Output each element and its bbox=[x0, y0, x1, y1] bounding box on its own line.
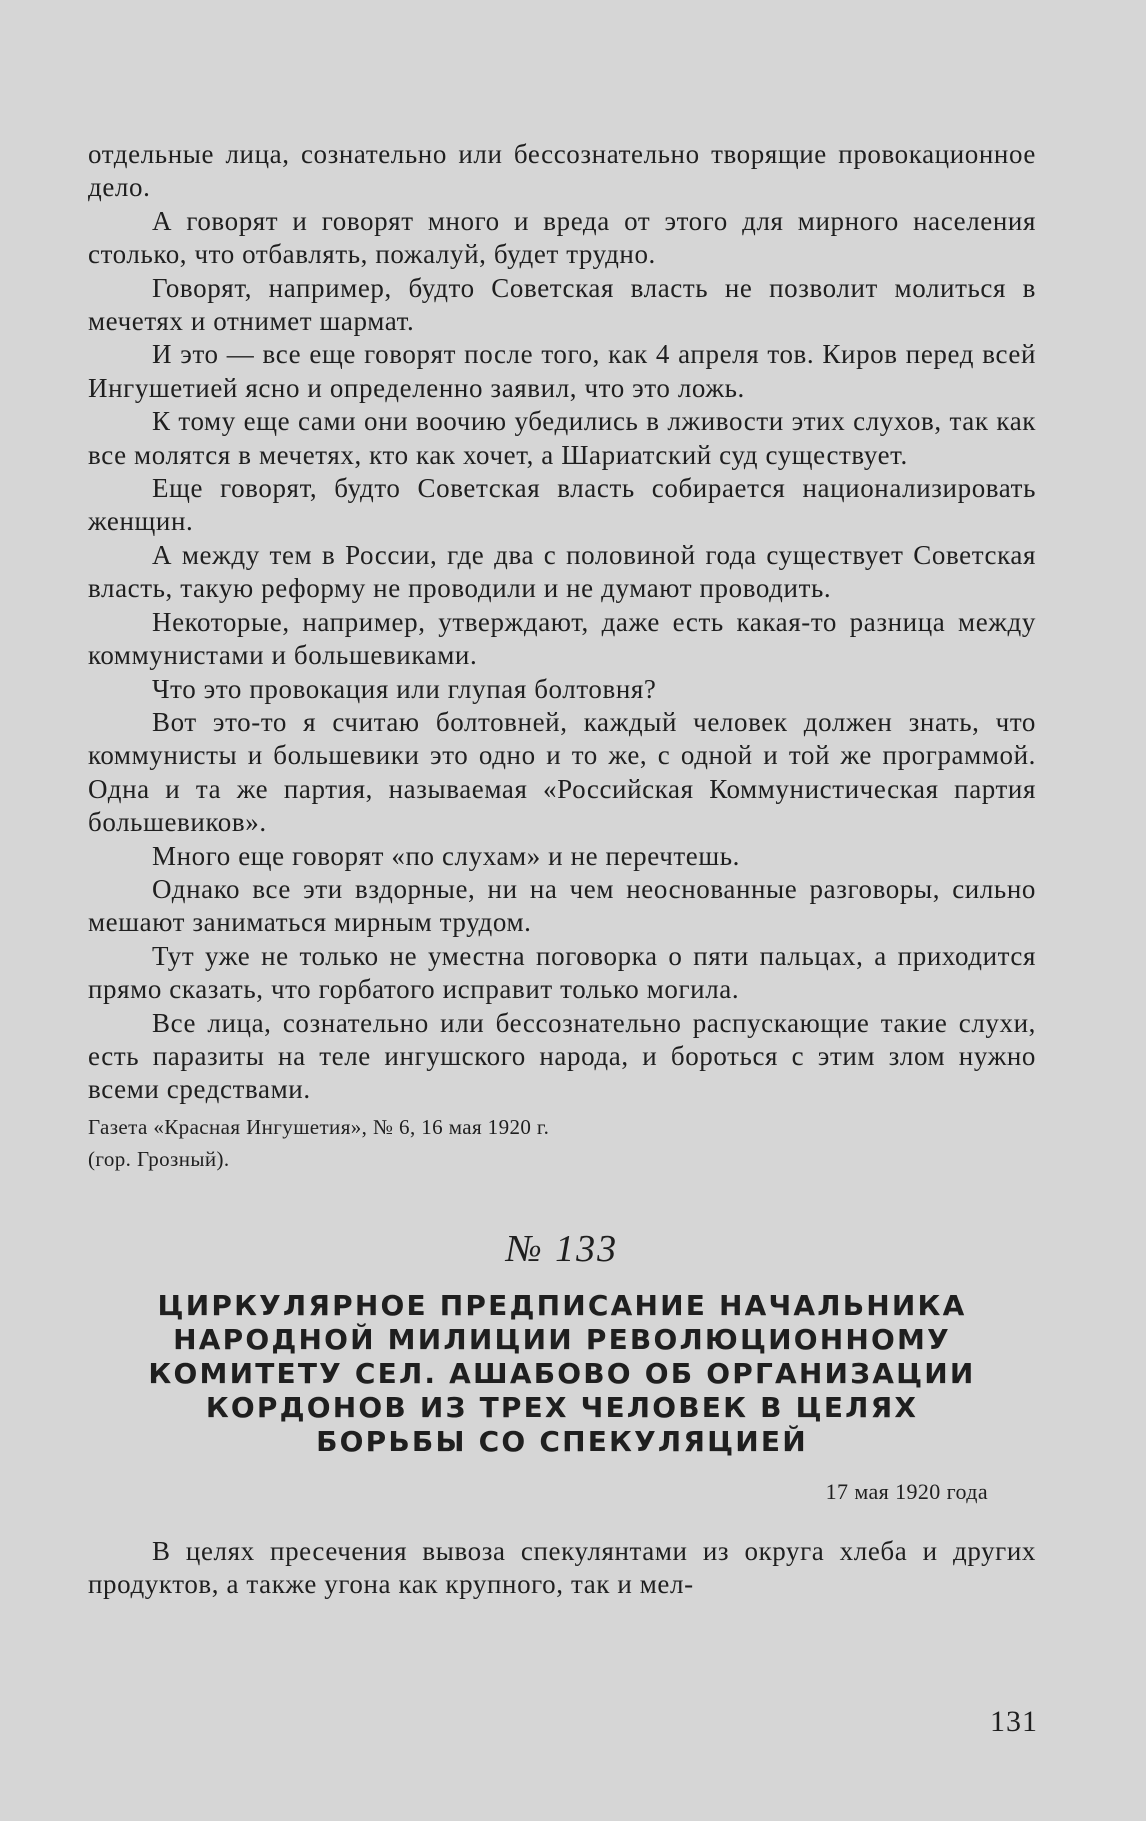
source-line-2: (гор. Грозный). bbox=[88, 1146, 230, 1171]
paragraph-11: Много еще говорят «по слухам» и не перечтешь. bbox=[152, 840, 741, 871]
document-title-line-5: БОРЬБЫ СО СПЕКУЛЯЦИЕЙ bbox=[316, 1424, 808, 1458]
document-title-line-3: КОМИТЕТУ СЕЛ. АШАБОВО ОБ ОРГАНИЗАЦИИ bbox=[148, 1356, 976, 1390]
document-date: 17 мая 1920 года bbox=[825, 1478, 988, 1504]
source-line-1: Газета «Красная Ингушетия», № 6, 16 мая 1920 г. bbox=[88, 1114, 550, 1139]
document-title-line-1: ЦИРКУЛЯРНОЕ ПРЕДПИСАНИЕ НАЧАЛЬНИКА bbox=[157, 1288, 967, 1322]
page-content bbox=[88, 138, 1036, 1602]
paragraph-10: Вот это-то я считаю болтовней, каждый человек должен знать, что коммунисты и большевики это одно и то же, с одной и той же программой. Одна и та же партия, называемая «Российская Коммунистическая партия большевиков». bbox=[88, 706, 1036, 838]
paragraph-2: А говорят и говорят много и вреда от этого для мирного населения столько, что отбавлять, пожалуй, будет трудно. bbox=[88, 205, 1036, 270]
body-text bbox=[88, 138, 1036, 1107]
paragraph-5: К тому еще сами они воочию убедились в лживости этих слухов, так как все молятся в мечетях, кто как хочет, а Шариатский суд существует. bbox=[88, 406, 1036, 470]
paragraph-6: Еще говорят, будто Советская власть собирается национализировать женщин. bbox=[88, 473, 1036, 537]
document-title-line-2: НАРОДНОЙ МИЛИЦИИ РЕВОЛЮЦИОННОМУ bbox=[173, 1322, 951, 1356]
document-title-line-4: КОРДОНОВ ИЗ ТРЕХ ЧЕЛОВЕК В ЦЕЛЯХ bbox=[205, 1390, 919, 1424]
document-paragraph: В целях пресечения вывоза спекулянтами из округа хлеба и других продуктов, а также угона как крупного, так и мел- bbox=[88, 1535, 1036, 1600]
paragraph-13: Тут уже не только не уместна поговорка о пяти пальцах, а приходится прямо сказать, что горбатого исправит только могила. bbox=[88, 940, 1036, 1005]
paragraph-3: Говорят, например, будто Советская власть не позволит молиться в мечетях и отнимет шармат. bbox=[88, 272, 1036, 337]
paragraph-8: Некоторые, например, утверждают, даже есть какая-то разница между коммунистами и большевиками. bbox=[88, 606, 1036, 671]
paragraph-12: Однако все эти вздорные, ни на чем неоснованные разговоры, сильно мешают заниматься мирным трудом. bbox=[88, 873, 1036, 938]
source-citation bbox=[88, 1111, 1036, 1175]
paragraph-9: Что это провокация или глупая болтовня? bbox=[152, 673, 657, 704]
paragraph-14: Все лица, сознательно или бессознательно распускающие такие слухи, есть паразиты на теле ингушского народа, и бороться с этим злом нужно всеми средствами. bbox=[88, 1007, 1036, 1105]
paragraph-4: И это — все еще говорят после того, как 4 апреля тов. Киров перед всей Ингушетией ясно и определенно заявил, что это ложь. bbox=[88, 339, 1036, 403]
document-number: № 133 bbox=[505, 1227, 619, 1270]
document-title bbox=[88, 1289, 1036, 1459]
paragraph-7: А между тем в России, где два с половиной года существует Советская власть, такую реформу не проводили и не думают проводить. bbox=[88, 539, 1036, 604]
page-number: 131 bbox=[990, 1705, 1038, 1738]
paragraph-1: отдельные лица, сознательно или бессознательно творящие провокационное дело. bbox=[88, 139, 1036, 203]
